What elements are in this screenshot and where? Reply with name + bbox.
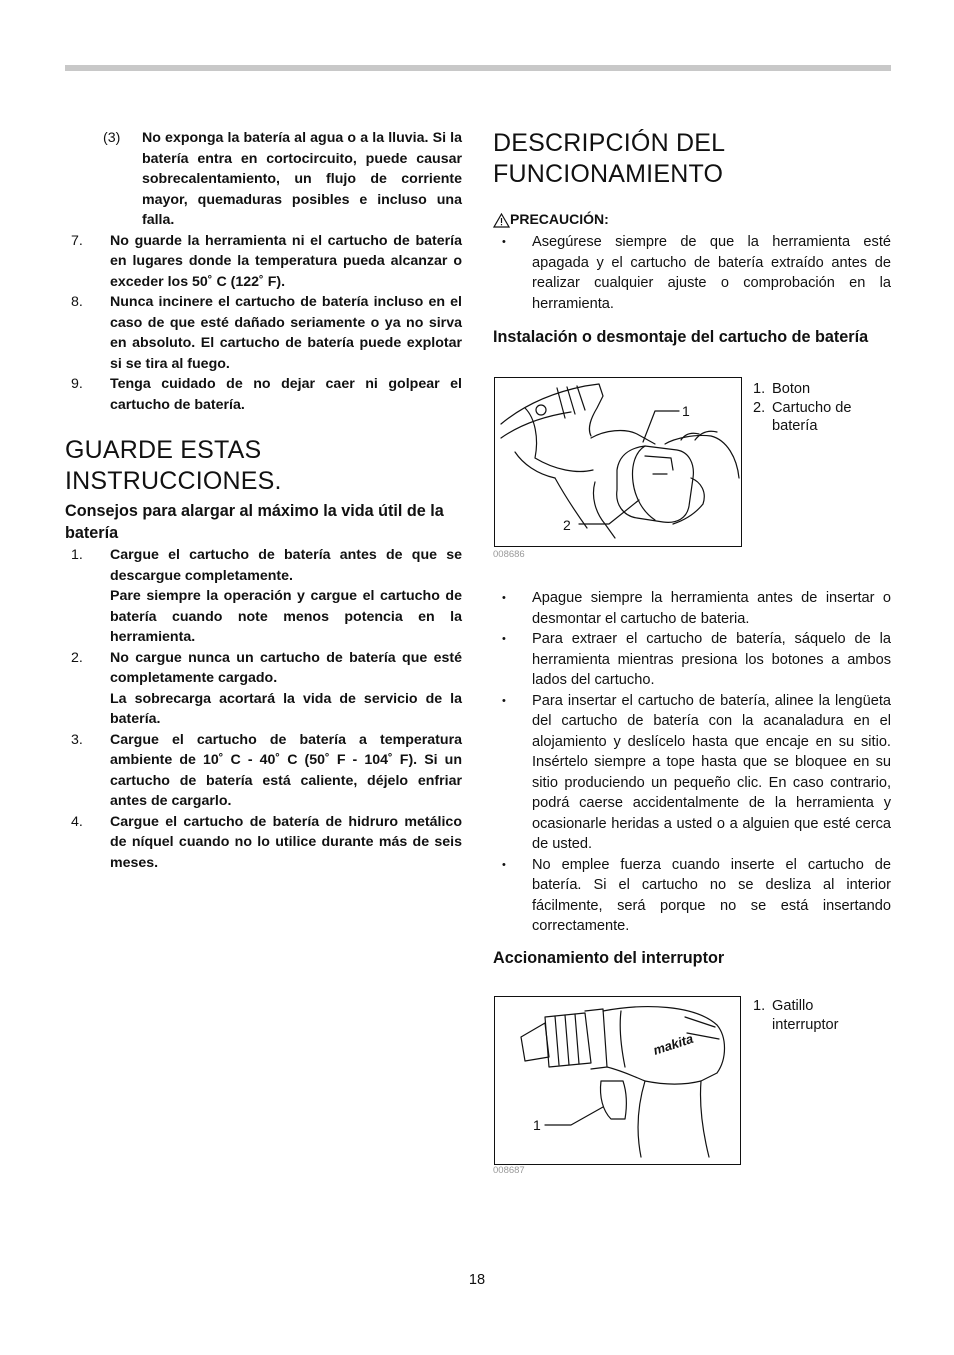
item-number: 3. (71, 731, 83, 748)
section-heading: GUARDE ESTAS INSTRUCCIONES. (65, 436, 282, 495)
list-item (65, 231, 462, 293)
item-number: 8. (71, 294, 83, 310)
item-text: Cargue el cartucho de batería de hidruro metálico de níquel cuando no lo utilice durante más de seis meses. (110, 813, 462, 871)
legend-row: 2. Cartucho de batería (753, 399, 852, 434)
item-number: 2. (71, 649, 83, 666)
subsection-heading: Consejos para alargar al máximo la vida útil de la batería (65, 502, 444, 542)
page-number: 18 (468, 1272, 486, 1288)
item-text: No guarde la herramienta ni el cartucho de batería en lugares donde la temperatura pueda alcanzar o exceder los 50˚ C (122˚ F). (110, 232, 462, 290)
figure-switch-trigger (494, 996, 741, 1165)
item-number: 9. (71, 376, 83, 392)
item-text: No exponga la batería al agua o a la lluvia. Si la batería entra en cortocircuito, puede causar sobrecalentamiento, un flujo de corriente mayor, quemaduras posibles e incluso una falla. (142, 130, 462, 228)
legend-row: 1. Gatillo interruptor (753, 998, 839, 1033)
list-item (65, 648, 462, 730)
figure-battery-install (494, 377, 742, 547)
subsection-heading: Accionamiento del interruptor (493, 948, 725, 967)
item-text: Pare siempre la operación y cargue el cartucho de batería cuando note menos potencia en la herramienta. (110, 588, 462, 645)
list-item (65, 812, 462, 874)
bullet-icon: • (502, 592, 506, 604)
drill-trigger-illustration (495, 997, 740, 1164)
item-number: 7. (71, 232, 83, 249)
brand-logo: makita (651, 1030, 696, 1058)
figure-legend (753, 997, 873, 1034)
list-item (65, 545, 462, 648)
list-item (65, 128, 462, 231)
callout-2: 2 (563, 517, 571, 533)
list-item: • Para insertar el cartucho de batería, alinee la lengüeta del cartucho de batería con la acanaladura en el alojamiento y deslícelo hasta que encaje en su sitio. Insértelo siempre a tope hasta que se bloquee en su sitio produciendo un pequeño clic. En caso contrario, podrá caerse accidentalmente de la herramienta y ocasionarle heridas a usted o a alguien que esté cerca de usted. (502, 692, 891, 852)
caution-item: • Asegúrese siempre de que la herramienta esté apagada y el cartucho de batería extraído antes de realizar cualquier ajuste o comprobación en la herramienta. (502, 234, 891, 312)
legend-row: 1. Boton (753, 381, 811, 397)
list-item: • Para extraer el cartucho de batería, sáquelo de la herramienta mientras presiona los botones a ambos lados del cartucho. (502, 631, 891, 688)
figure-legend (753, 380, 873, 436)
list-item: • Apague siempre la herramienta antes de insertar o desmontar el cartucho de bateria. (502, 590, 891, 627)
drill-battery-illustration (495, 378, 741, 546)
list-item (65, 730, 462, 812)
subsection-heading: Instalación o desmontaje del cartucho de batería (493, 328, 869, 346)
callout-1: 1 (682, 403, 690, 419)
item-number: 4. (71, 813, 83, 830)
header-rule (65, 65, 891, 71)
item-text: Cargue el cartucho de batería antes de que se descargue completamente. (110, 547, 462, 584)
bullet-icon: • (502, 694, 506, 707)
caution-label: PRECAUCIÓN: (493, 210, 891, 228)
figure-code: 008687 (493, 1165, 525, 1176)
item-number: (3) (103, 130, 121, 146)
bullet-icon: • (502, 858, 506, 871)
bullet-icon: • (502, 633, 506, 645)
item-text: La sobrecarga acortará la vida de servicio de la batería. (110, 690, 462, 727)
item-text: Nunca incinere el cartucho de batería incluso en el caso de que esté dañado seriamente o ya no sirva en absoluto. El cartucho de batería puede explotar si se tira al fuego. (110, 294, 462, 372)
right-column-lower (493, 588, 891, 969)
figure-code: 008686 (493, 549, 525, 560)
list-item: • No emplee fuerza cuando inserte el cartucho de batería. Si el cartucho no se desliza al interior fácilmente, será porque no se está insertando correctamente. (502, 856, 891, 934)
item-text: No cargue nunca un cartucho de batería que esté completamente cargado. (110, 649, 462, 686)
list-item (65, 292, 462, 374)
left-column (65, 128, 462, 873)
warning-triangle-icon (493, 213, 510, 228)
right-column (493, 128, 891, 348)
section-heading: DESCRIPCIÓN DEL FUNCIONAMIENTO (493, 129, 725, 188)
list-item (65, 374, 462, 415)
item-number: 1. (71, 547, 83, 563)
item-text: Tenga cuidado de no dejar caer ni golpear el cartucho de batería. (110, 376, 462, 413)
bullet-icon: • (502, 236, 506, 248)
item-text: Cargue el cartucho de batería a temperatura ambiente de 10˚ C - 40˚ C (50˚ F - 104˚ F). Si un cartucho de batería está caliente, déjelo enfriar antes de cargarlo. (110, 731, 462, 809)
callout-1: 1 (533, 1117, 541, 1133)
